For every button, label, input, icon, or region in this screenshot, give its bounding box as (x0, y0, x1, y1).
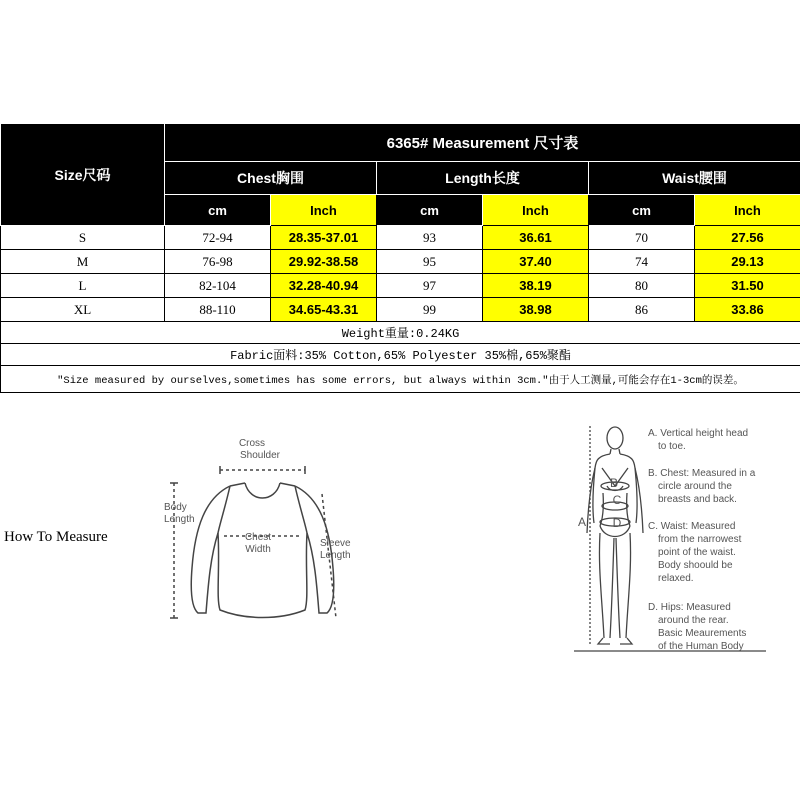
chest-cm-cell: 88-110 (165, 298, 271, 322)
cross-shoulder-label-1: Cross (238, 438, 266, 449)
chest-width-label-2: Width (245, 544, 271, 555)
chest-inch-cell: 34.65-43.31 (271, 298, 377, 322)
waist-cm-cell: 74 (589, 250, 695, 274)
body-letter-a: A (577, 515, 587, 529)
table-row (1, 250, 800, 274)
chest-inch-cell: 32.28-40.94 (271, 274, 377, 298)
body-letter-c: C (612, 493, 622, 507)
table-row (1, 226, 800, 250)
body-diagram (570, 418, 790, 663)
note-c-5: relaxed. (658, 573, 694, 584)
waist-inch-cell: 29.13 (695, 250, 800, 274)
length-header: Length长度 (377, 162, 589, 195)
size-table (0, 123, 800, 393)
waist-inch-header: Inch (695, 195, 800, 226)
chest-cm-cell: 82-104 (165, 274, 271, 298)
length-inch-cell: 38.98 (483, 298, 589, 322)
length-cm-cell: 93 (377, 226, 483, 250)
how-to-measure-title: How To Measure (4, 529, 108, 545)
length-cm-cell: 99 (377, 298, 483, 322)
body-letter-d: D (612, 516, 622, 530)
length-cm-header: cm (377, 195, 483, 226)
length-inch-header: Inch (483, 195, 589, 226)
size-cell: L (1, 274, 165, 298)
note-d-2: around the rear. (658, 615, 729, 626)
note-a-1: A. Vertical height head (648, 428, 749, 439)
how-to-measure-section (0, 398, 800, 678)
shirt-diagram (150, 428, 370, 658)
sleeve-length-label-2: Length (320, 550, 351, 561)
waist-inch-cell: 33.86 (695, 298, 800, 322)
note-d-1: D. Hips: Measured (648, 602, 731, 613)
sleeve-length-label-1: Sleeve (320, 538, 351, 549)
chest-inch-header: Inch (271, 195, 377, 226)
size-cell: S (1, 226, 165, 250)
body-letter-b: B (609, 476, 619, 490)
size-chart (0, 123, 800, 393)
chest-cm-cell: 72-94 (165, 226, 271, 250)
length-cm-cell: 95 (377, 250, 483, 274)
length-inch-cell: 38.19 (483, 274, 589, 298)
length-inch-cell: 37.40 (483, 250, 589, 274)
note-d-3: Basic Meaurements (658, 628, 747, 639)
size-header: Size尺码 (1, 124, 165, 226)
waist-cm-cell: 70 (589, 226, 695, 250)
waist-inch-cell: 27.56 (695, 226, 800, 250)
waist-cm-header: cm (589, 195, 695, 226)
waist-cm-cell: 80 (589, 274, 695, 298)
note-c-4: Body shoould be (658, 560, 733, 571)
note-c-2: from the narrowest (658, 534, 742, 545)
note-c-3: point of the waist. (658, 547, 736, 558)
table-row (1, 298, 800, 322)
waist-cm-cell: 86 (589, 298, 695, 322)
cross-shoulder-label-2: Shoulder (239, 450, 281, 461)
table-title: 6365# Measurement 尺寸表 (165, 124, 800, 162)
weight-row: Weight重量:0.24KG (1, 322, 800, 344)
disclaimer-row: "Size measured by ourselves,sometimes has some errors, but always within 3cm."由于人工测量,可能会存在1-3cm的误差。 (1, 366, 800, 393)
chest-cm-header: cm (165, 195, 271, 226)
note-c-1: C. Waist: Measured (648, 521, 736, 532)
size-cell: XL (1, 298, 165, 322)
note-b-1: B. Chest: Measured in a (648, 468, 756, 479)
body-length-label-1: Body (164, 502, 187, 513)
body-length-label-2: Length (164, 514, 195, 525)
note-d-4: of the Human Body (658, 641, 744, 652)
chest-inch-cell: 28.35-37.01 (271, 226, 377, 250)
note-b-2: circle around the (658, 481, 732, 492)
size-cell: M (1, 250, 165, 274)
note-a-2: to toe. (658, 441, 686, 452)
chest-width-label-1: Chest (244, 532, 272, 543)
waist-inch-cell: 31.50 (695, 274, 800, 298)
fabric-row: Fabric面料:35% Cotton,65% Polyester 35%棉,65%聚酯 (1, 344, 800, 366)
chest-inch-cell: 29.92-38.58 (271, 250, 377, 274)
note-b-3: breasts and back. (658, 494, 737, 505)
length-inch-cell: 36.61 (483, 226, 589, 250)
waist-header: Waist腰围 (589, 162, 800, 195)
chest-header: Chest胸围 (165, 162, 377, 195)
length-cm-cell: 97 (377, 274, 483, 298)
table-row (1, 274, 800, 298)
chest-cm-cell: 76-98 (165, 250, 271, 274)
